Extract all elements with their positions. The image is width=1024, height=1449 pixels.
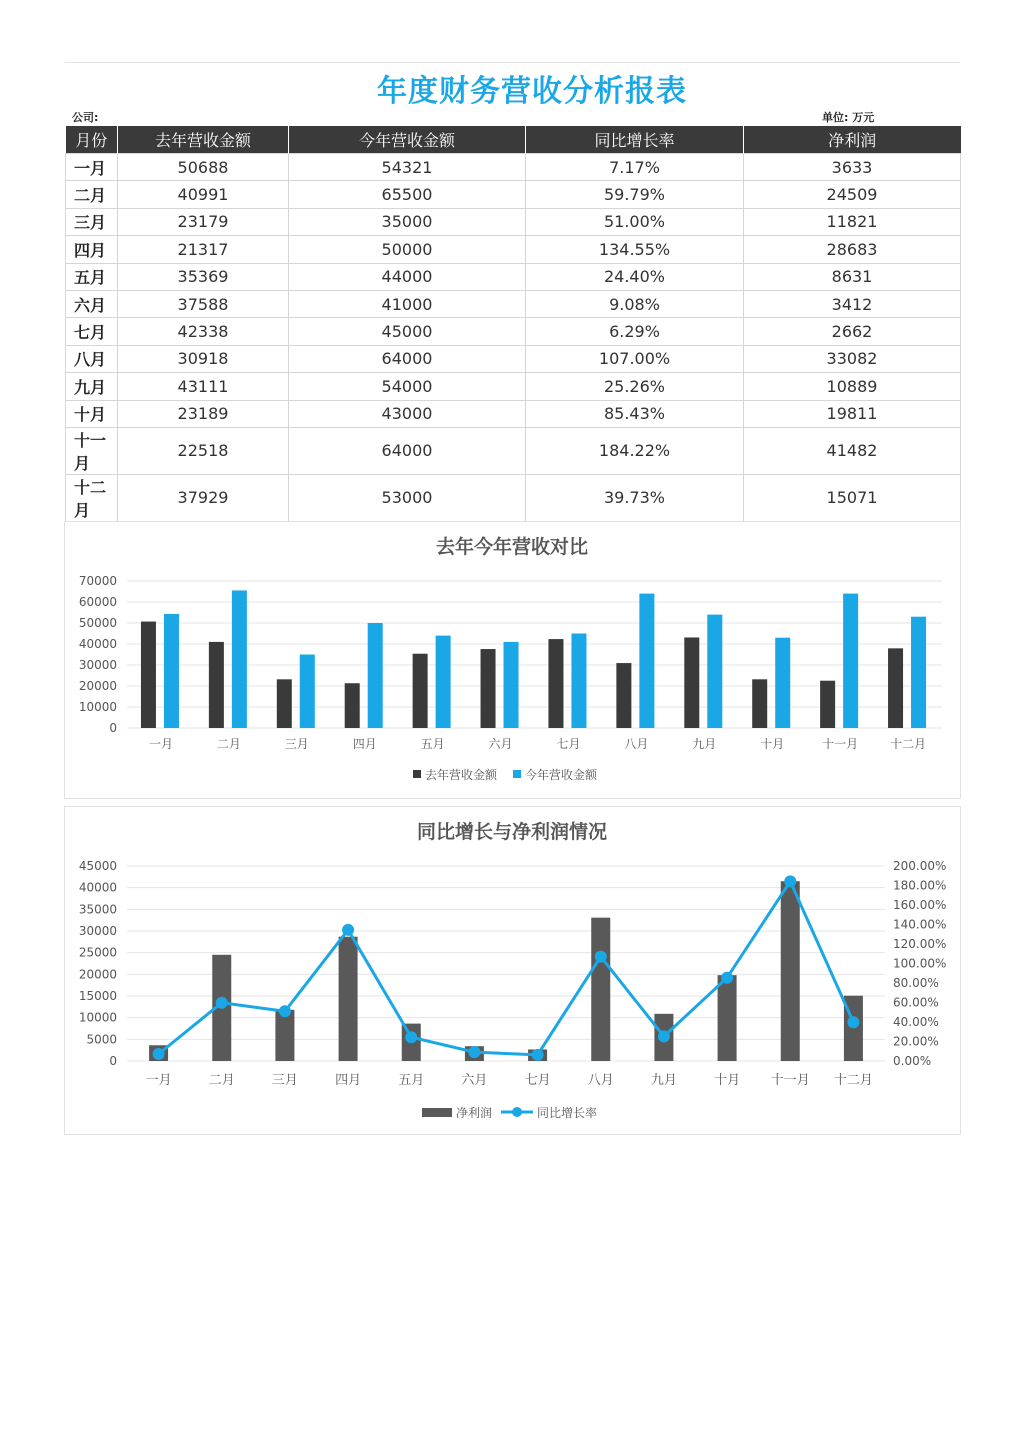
table-row (66, 373, 961, 400)
y2-tick-label: 20.00% (893, 1034, 939, 1049)
cell-net-profit: 33082 (744, 345, 961, 372)
bar-last-year (752, 679, 767, 728)
growth-rate-point (342, 924, 354, 936)
bar-this-year (571, 634, 586, 729)
revenue-table (65, 126, 961, 552)
cell-last-year-revenue: 21317 (118, 236, 289, 263)
y-tick-label: 25000 (78, 945, 117, 960)
cell-month: 十一月 (66, 427, 118, 474)
header-this-year-revenue: 今年营收金额 (289, 126, 526, 154)
cell-month: 七月 (66, 318, 118, 345)
table-row (66, 181, 961, 208)
bar-net-profit (591, 918, 610, 1061)
y-tick-label: 10000 (78, 1010, 117, 1025)
growth-rate-point (153, 1048, 165, 1060)
x-tick-label: 三月 (284, 737, 309, 751)
cell-this-year-revenue: 41000 (289, 290, 526, 317)
cell-yoy-growth: 9.08% (526, 290, 744, 317)
bar-last-year (413, 654, 428, 728)
x-tick-label: 四月 (352, 737, 377, 751)
cell-yoy-growth: 85.43% (526, 400, 744, 427)
cell-yoy-growth: 134.55% (526, 236, 744, 263)
growth-rate-point (847, 1016, 859, 1028)
header-month: 月份 (66, 126, 118, 154)
x-tick-label: 十二月 (890, 737, 927, 751)
y2-tick-label: 160.00% (893, 898, 947, 912)
y-tick-label: 40000 (78, 880, 117, 895)
cell-month: 二月 (66, 181, 118, 208)
header-last-year-revenue: 去年营收金额 (118, 126, 289, 154)
x-tick-label: 十一月 (770, 1073, 810, 1088)
cell-yoy-growth: 25.26% (526, 373, 744, 400)
revenue-comparison-panel (64, 521, 961, 799)
bar-last-year (820, 681, 835, 728)
y-tick-label: 20000 (78, 679, 117, 693)
cell-net-profit: 10889 (744, 373, 961, 400)
cell-yoy-growth: 184.22% (526, 427, 744, 474)
table-row (66, 290, 961, 317)
legend-label: 去年营收金额 (425, 768, 498, 782)
bar-this-year (707, 615, 722, 728)
cell-this-year-revenue: 50000 (289, 236, 526, 263)
cell-this-year-revenue: 54000 (289, 373, 526, 400)
cell-net-profit: 8631 (744, 263, 961, 290)
y2-tick-label: 80.00% (893, 976, 939, 990)
y-tick-label: 0 (109, 1054, 117, 1068)
table-row (66, 263, 961, 290)
cell-yoy-growth: 24.40% (526, 263, 744, 290)
table-row (66, 236, 961, 263)
cell-this-year-revenue: 35000 (289, 208, 526, 235)
x-tick-label: 六月 (461, 1073, 488, 1088)
x-tick-label: 五月 (398, 1073, 425, 1088)
cell-this-year-revenue: 64000 (289, 345, 526, 372)
cell-last-year-revenue: 37929 (118, 474, 289, 521)
x-tick-label: 八月 (587, 1073, 614, 1088)
growth-rate-point (216, 997, 228, 1009)
bar-this-year (232, 590, 247, 728)
x-tick-label: 九月 (650, 1073, 677, 1088)
cell-last-year-revenue: 42338 (118, 318, 289, 345)
cell-month: 四月 (66, 236, 118, 263)
y2-tick-label: 40.00% (893, 1015, 939, 1029)
cell-last-year-revenue: 37588 (118, 290, 289, 317)
bar-last-year (345, 683, 360, 728)
bar-last-year (548, 639, 563, 728)
y2-tick-label: 0.00% (893, 1054, 932, 1068)
report-title: 年度财务营收分析报表 (377, 74, 687, 109)
x-tick-label: 一月 (145, 1073, 172, 1088)
growth-profit-panel (64, 806, 961, 1135)
cell-yoy-growth: 51.00% (526, 208, 744, 235)
legend-label: 净利润 (456, 1106, 493, 1120)
table-row (66, 318, 961, 345)
x-tick-label: 九月 (692, 737, 717, 751)
x-tick-label: 六月 (488, 737, 513, 751)
y-tick-label: 60000 (78, 595, 117, 609)
bar-last-year (684, 637, 699, 728)
x-tick-label: 三月 (271, 1073, 298, 1088)
cell-month: 十二月 (66, 474, 118, 521)
x-tick-label: 四月 (335, 1073, 362, 1088)
cell-this-year-revenue: 54321 (289, 154, 526, 181)
cell-yoy-growth: 59.79% (526, 181, 744, 208)
bar-this-year (436, 636, 451, 728)
bar-net-profit (718, 975, 737, 1061)
cell-yoy-growth: 7.17% (526, 154, 744, 181)
header-yoy-growth: 同比增长率 (526, 126, 744, 154)
bar-net-profit (275, 1010, 294, 1061)
table-row (66, 345, 961, 372)
cell-last-year-revenue: 23189 (118, 400, 289, 427)
unit-label: 单位: 万元 (822, 111, 875, 124)
legend-label: 今年营收金额 (525, 768, 598, 782)
cell-net-profit: 41482 (744, 427, 961, 474)
x-tick-label: 十月 (760, 737, 785, 751)
top-divider (65, 62, 960, 63)
y2-tick-label: 140.00% (893, 917, 947, 932)
cell-month: 一月 (66, 154, 118, 181)
x-tick-label: 二月 (208, 1073, 235, 1088)
cell-net-profit: 11821 (744, 208, 961, 235)
cell-net-profit: 2662 (744, 318, 961, 345)
y-tick-label: 35000 (78, 902, 117, 917)
growth-rate-point (595, 951, 607, 963)
x-tick-label: 一月 (148, 737, 173, 751)
cell-last-year-revenue: 40991 (118, 181, 289, 208)
legend-swatch (513, 770, 521, 778)
cell-yoy-growth: 6.29% (526, 318, 744, 345)
bar-last-year (481, 649, 496, 728)
bar-this-year (504, 642, 519, 728)
y-tick-label: 10000 (78, 700, 117, 714)
cell-this-year-revenue: 64000 (289, 427, 526, 474)
x-tick-label: 七月 (524, 1073, 551, 1088)
x-tick-label: 五月 (420, 737, 445, 751)
bar-this-year (164, 614, 179, 728)
cell-this-year-revenue: 53000 (289, 474, 526, 521)
cell-this-year-revenue: 44000 (289, 263, 526, 290)
header-net-profit: 净利润 (744, 126, 961, 154)
cell-net-profit: 3412 (744, 290, 961, 317)
cell-this-year-revenue: 45000 (289, 318, 526, 345)
x-tick-label: 八月 (624, 737, 649, 751)
bar-net-profit (339, 937, 358, 1061)
cell-month: 三月 (66, 208, 118, 235)
growth-profit-chart (65, 807, 960, 1134)
y2-tick-label: 60.00% (893, 995, 939, 1010)
bar-last-year (209, 642, 224, 728)
legend-swatch (422, 1108, 452, 1117)
y-tick-label: 20000 (78, 967, 117, 982)
bar-net-profit (781, 881, 800, 1061)
y-tick-label: 15000 (78, 989, 117, 1003)
y2-tick-label: 120.00% (893, 937, 947, 951)
cell-last-year-revenue: 50688 (118, 154, 289, 181)
cell-month: 十月 (66, 400, 118, 427)
bar-this-year (911, 617, 926, 728)
bar-last-year (616, 663, 631, 728)
cell-last-year-revenue: 30918 (118, 345, 289, 372)
company-label: 公司: (72, 111, 99, 124)
y-tick-label: 0 (109, 721, 117, 735)
x-tick-label: 七月 (556, 737, 581, 751)
legend-swatch (512, 1107, 522, 1117)
table-row (66, 208, 961, 235)
cell-net-profit: 28683 (744, 236, 961, 263)
y-tick-label: 30000 (78, 658, 117, 672)
growth-rate-point (784, 875, 796, 887)
x-tick-label: 二月 (216, 737, 241, 751)
cell-month: 五月 (66, 263, 118, 290)
cell-this-year-revenue: 65500 (289, 181, 526, 208)
bar-last-year (141, 622, 156, 728)
table-row (66, 474, 961, 521)
table-row (66, 427, 961, 474)
legend-swatch (413, 770, 421, 778)
y2-tick-label: 100.00% (893, 956, 947, 971)
cell-month: 六月 (66, 290, 118, 317)
bar-this-year (639, 594, 654, 728)
y-tick-label: 30000 (78, 924, 117, 938)
bar-this-year (843, 594, 858, 728)
y-tick-label: 45000 (78, 859, 117, 873)
cell-net-profit: 24509 (744, 181, 961, 208)
x-tick-label: 十月 (714, 1073, 741, 1088)
cell-last-year-revenue: 23179 (118, 208, 289, 235)
cell-month: 九月 (66, 373, 118, 400)
growth-rate-line (159, 881, 854, 1054)
growth-rate-point (658, 1030, 670, 1042)
bar-this-year (775, 638, 790, 728)
table-row (66, 400, 961, 427)
y2-tick-label: 200.00% (893, 859, 947, 873)
table-row (66, 154, 961, 181)
cell-last-year-revenue: 35369 (118, 263, 289, 290)
revenue-comparison-chart (65, 522, 960, 798)
growth-rate-point (532, 1049, 544, 1061)
growth-rate-point (279, 1005, 291, 1017)
cell-this-year-revenue: 43000 (289, 400, 526, 427)
y-tick-label: 70000 (78, 574, 117, 588)
x-tick-label: 十二月 (833, 1073, 873, 1088)
growth-rate-point (405, 1031, 417, 1043)
growth-rate-point (468, 1046, 480, 1058)
chart-title: 同比增长与净利润情况 (416, 821, 608, 843)
y-tick-label: 5000 (86, 1032, 117, 1047)
cell-last-year-revenue: 22518 (118, 427, 289, 474)
cell-net-profit: 19811 (744, 400, 961, 427)
y-tick-label: 40000 (78, 637, 117, 651)
bar-this-year (300, 655, 315, 729)
y-tick-label: 50000 (78, 616, 117, 630)
y2-tick-label: 180.00% (893, 878, 947, 893)
cell-month: 八月 (66, 345, 118, 372)
cell-net-profit: 15071 (744, 474, 961, 521)
growth-rate-point (721, 972, 733, 984)
cell-yoy-growth: 39.73% (526, 474, 744, 521)
cell-yoy-growth: 107.00% (526, 345, 744, 372)
table-header-row (66, 126, 961, 154)
legend-label: 同比增长率 (537, 1106, 598, 1120)
bar-last-year (277, 679, 292, 728)
x-tick-label: 十一月 (822, 737, 859, 751)
bar-last-year (888, 648, 903, 728)
chart-title: 去年今年营收对比 (435, 536, 589, 558)
bar-this-year (368, 623, 383, 728)
cell-net-profit: 3633 (744, 154, 961, 181)
cell-last-year-revenue: 43111 (118, 373, 289, 400)
